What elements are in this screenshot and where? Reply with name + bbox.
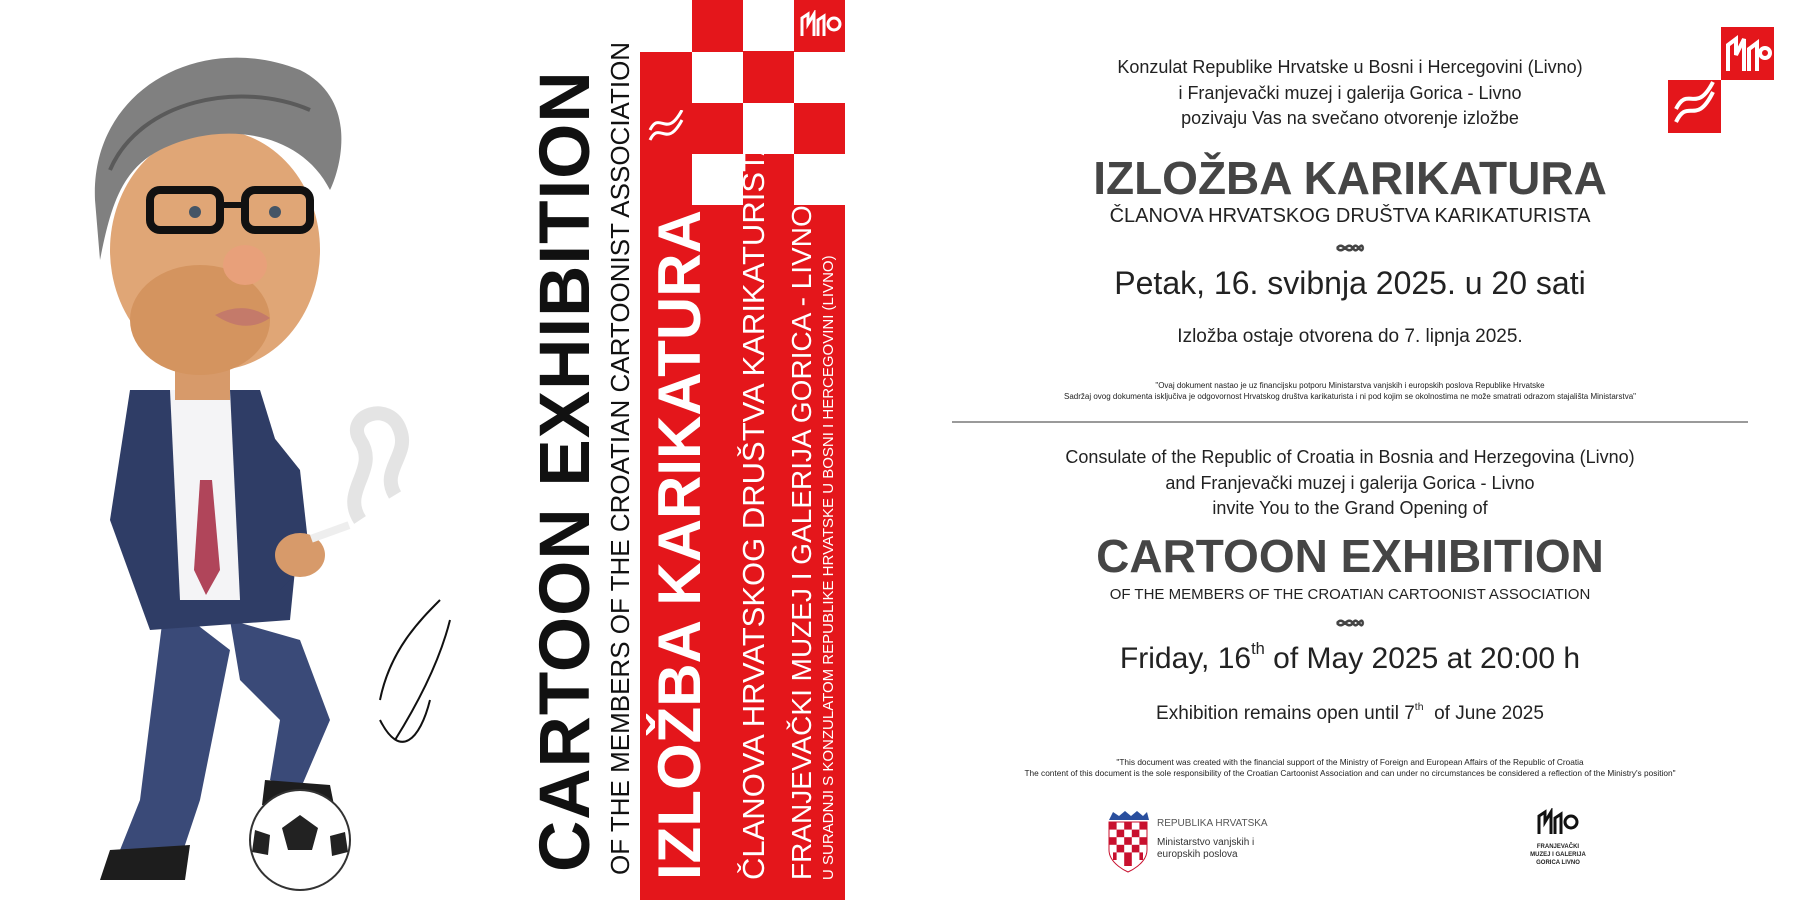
date-part: Friday, 16 <box>1119 642 1252 675</box>
host-line: Consulate of the Republic of Croatia in Bosnia and Herzegovina (Livno) <box>1065 447 1635 467</box>
hosts-english <box>950 445 1750 522</box>
vertical-organizer: FRANJEVAČKI MUZEJ I GALERIJA GORICA - LIVNO <box>786 205 817 880</box>
museum-logo <box>1518 808 1598 867</box>
vertical-subtitle-en: OF THE MEMBERS OF THE CROATIAN CARTOONIST ASSOCIATION <box>605 41 635 875</box>
date-ordinal: th <box>1251 640 1265 659</box>
disclaimer-english <box>950 757 1750 779</box>
subtitle-croatian: ČLANOVA HRVATSKOG DRUŠTVA KARIKATURISTA <box>1109 205 1591 227</box>
braid-knot-icon <box>950 240 1750 256</box>
closing-croatian: Izložba ostaje otvorena do 7. lipnja 2025. <box>1177 326 1523 347</box>
ministry-country: REPUBLIKA HRVATSKA <box>1157 818 1268 829</box>
title-croatian: IZLOŽBA KARIKATURA <box>1093 152 1607 204</box>
subtitle-english: OF THE MEMBERS OF THE CROATIAN CARTOONIST ASSOCIATION <box>1109 586 1591 603</box>
closing-part: Exhibition remains open until 7 <box>1156 703 1415 724</box>
disclaimer-line: The content of this document is the sole responsibility of the Croatian Cartoonist Association and can under no circumstances be considered a reflection of the Ministry's position" <box>1024 768 1676 778</box>
museum-name <box>1518 843 1598 867</box>
museum-logo-icon <box>800 10 842 40</box>
title-english: CARTOON EXHIBITION <box>1096 530 1604 582</box>
caricature-illustration <box>0 0 520 900</box>
date-english <box>950 642 1750 676</box>
closing-ordinal: th <box>1414 701 1424 713</box>
braid-knot-icon <box>950 615 1750 631</box>
host-line: and Franjevački muzej i galerija Gorica - Livno <box>1165 472 1535 493</box>
host-line: pozivaju Vas na svečano otvorenje izložbe <box>1181 108 1519 128</box>
host-line: invite You to the Grand Opening of <box>1212 498 1488 518</box>
vertical-title-en: CARTOON EXHIBITION <box>526 70 605 872</box>
checkerboard-pattern <box>640 0 692 52</box>
date-part: of May 2025 at 20:00 h <box>1264 642 1581 675</box>
croatian-coat-of-arms-icon <box>1105 810 1151 874</box>
braid-knot-icon <box>646 110 686 150</box>
date-croatian: Petak, 16. svibnja 2025. u 20 sati <box>1114 265 1586 301</box>
ministry-department: Ministarstvo vanjskih i europskih poslova <box>1157 837 1255 860</box>
section-divider <box>952 421 1748 423</box>
disclaimer-line: Sadržaj ovog dokumenta isključiva je odgovornost Hrvatskog društva karikaturista i ni pod kojim se okolnostima ne može smatrati odrazom stajališta Ministarstva" <box>1064 392 1636 401</box>
disclaimer-line: "Ovaj dokument nastao je uz financijsku potporu Ministarstva vanjskih i europskih poslova Republike Hrvatske <box>1155 381 1545 390</box>
museum-name-line: GORICA LIVNO <box>1536 860 1580 866</box>
vertical-cooperation: U SURADNJI S KONZULATOM REPUBLIKE HRVATSKE U BOSNI I HERCEGOVINI (LIVNO) <box>820 255 837 880</box>
host-line: Konzulat Republike Hrvatske u Bosni i Hercegovini (Livno) <box>1117 57 1583 77</box>
museum-name-line: MUZEJ I GALERIJA <box>1530 852 1586 858</box>
vertical-subtitle-hr: ČLANOVA HRVATSKOG DRUŠTVA KARIKATURISTA <box>736 134 771 880</box>
hosts-croatian <box>950 55 1750 132</box>
host-line: i Franjevački muzej i galerija Gorica - Livno <box>1178 82 1522 103</box>
museum-name-line: FRANJEVAČKI <box>1536 844 1580 850</box>
disclaimer-line: "This document was created with the financial support of the Ministry of Foreign and European Affairs of the Republic of Croatia <box>1116 757 1584 767</box>
museum-logo-icon <box>1536 808 1580 836</box>
disclaimer-croatian <box>950 380 1750 402</box>
closing-part: of June 2025 <box>1423 703 1544 724</box>
closing-english <box>950 703 1750 725</box>
vertical-title-hr: IZLOŽBA KARIKATURA <box>646 210 713 880</box>
